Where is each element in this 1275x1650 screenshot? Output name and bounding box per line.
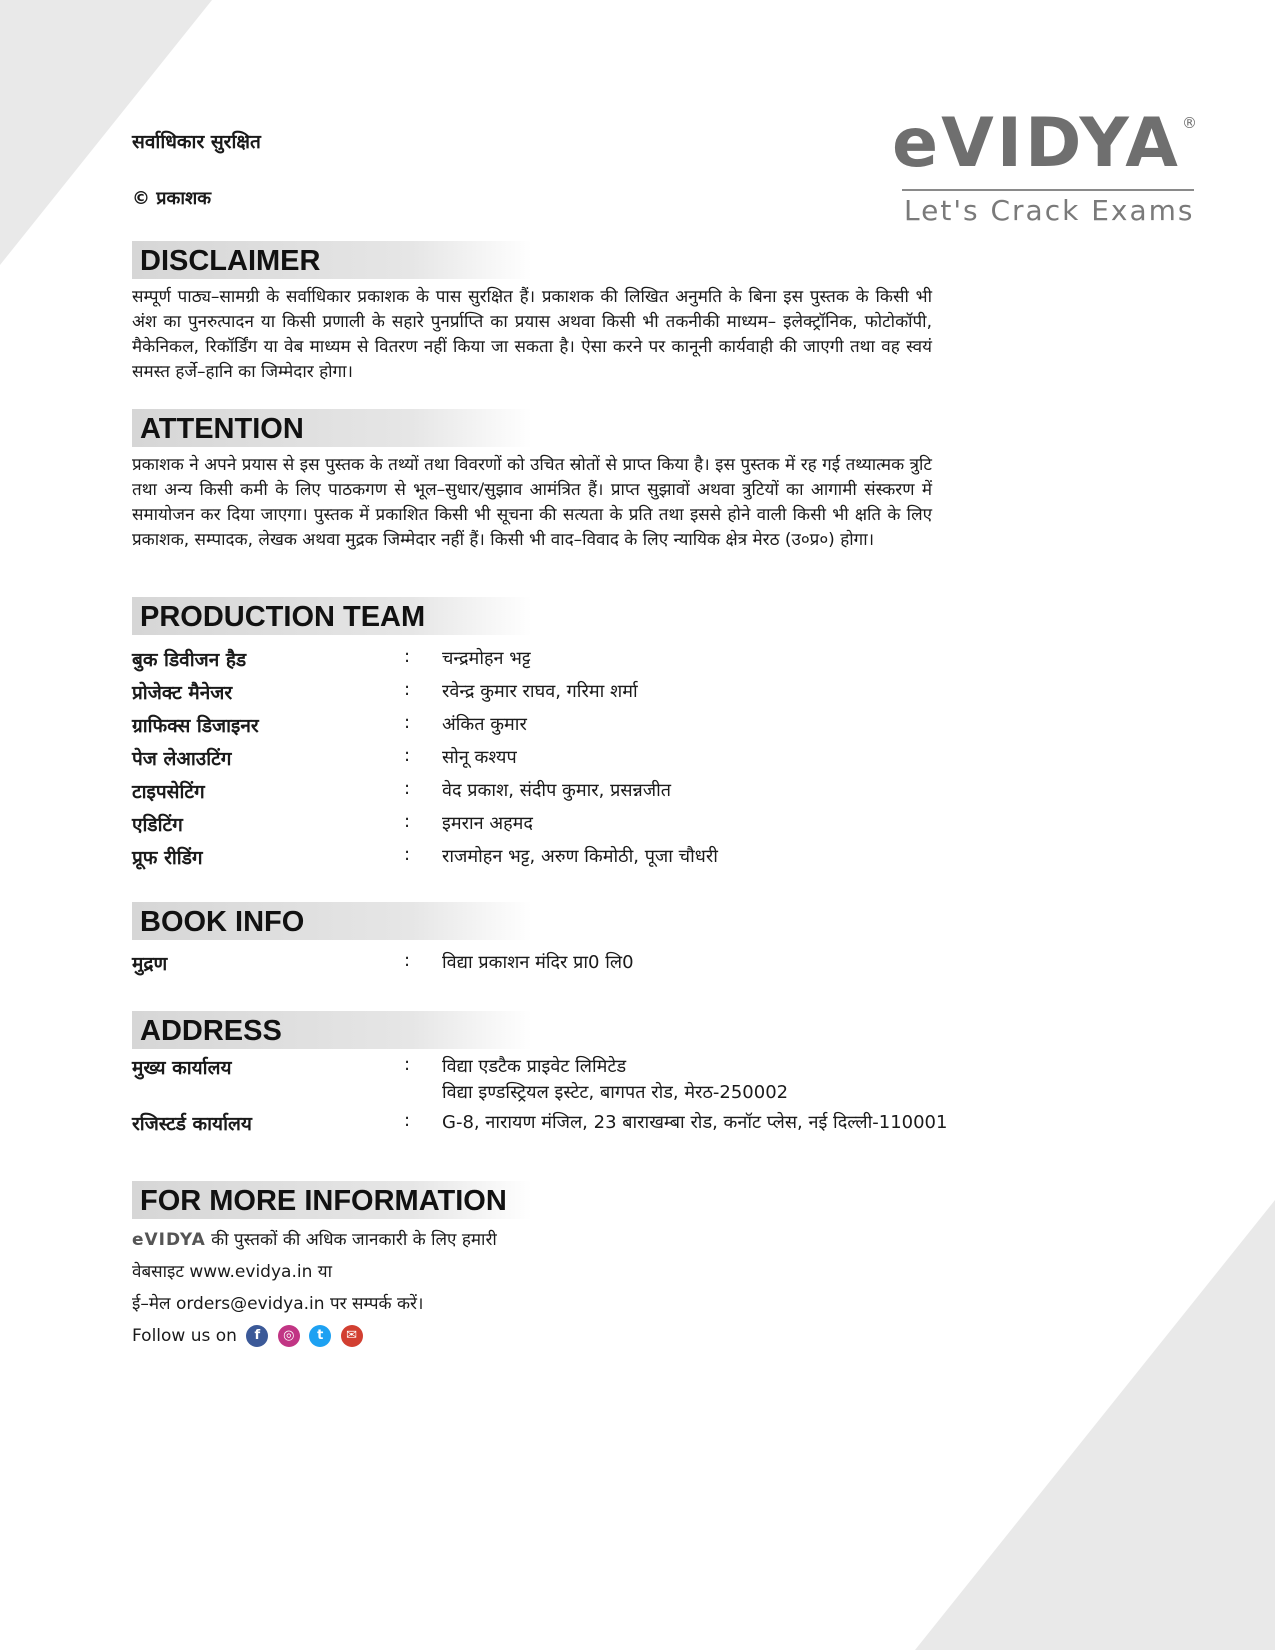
production-team-list — [132, 646, 1012, 877]
team-role: पेज लेआउटिंग — [132, 748, 232, 770]
logo-tagline: Let's Crack Exams — [904, 194, 1195, 227]
logo-wordmark: eVIDYA — [892, 104, 1181, 183]
book-info-label: मुद्रण — [132, 953, 168, 975]
separator: : — [404, 745, 411, 766]
registered-mark: ® — [1182, 114, 1197, 132]
info-line-3: ई–मेल orders@evidya.in पर सम्पर्क करें। — [132, 1294, 424, 1314]
team-row — [132, 646, 1012, 679]
registered-office-label: रजिस्टर्ड कार्यालय — [132, 1113, 252, 1135]
team-row — [132, 844, 1012, 877]
team-member: इमरान अहमद — [442, 813, 533, 834]
separator: : — [404, 778, 411, 799]
registered-office-row — [132, 1110, 1012, 1143]
separator: : — [404, 1110, 411, 1131]
book-info-heading: BOOK INFO — [132, 902, 532, 940]
more-info-heading: FOR MORE INFORMATION — [132, 1181, 532, 1219]
disclaimer-heading: DISCLAIMER — [132, 241, 532, 279]
more-info-block — [132, 1224, 497, 1352]
separator: : — [404, 679, 411, 700]
team-role: टाइपसेटिंग — [132, 781, 205, 803]
separator: : — [404, 646, 411, 667]
instagram-icon[interactable]: ◎ — [278, 1325, 300, 1347]
team-row — [132, 712, 1012, 745]
team-role: प्रोजेक्ट मैनेजर — [132, 682, 233, 704]
team-row — [132, 745, 1012, 778]
book-info-list — [132, 950, 1012, 983]
facebook-icon[interactable]: f — [246, 1325, 268, 1347]
twitter-icon[interactable]: t — [309, 1325, 331, 1347]
separator: : — [404, 811, 411, 832]
separator: : — [404, 1054, 411, 1075]
publisher-copyright: © प्रकाशक — [132, 188, 212, 209]
info-text-1: की पुस्तकों की अधिक जानकारी के लिए हमारी — [211, 1230, 497, 1250]
separator: : — [404, 950, 411, 971]
evidya-logo — [892, 104, 1202, 230]
head-office-line1: विद्या एडटैक प्राइवेट लिमिटेड — [442, 1056, 627, 1077]
team-role: एडिटिंग — [132, 814, 183, 836]
corner-triangle-bottom-right — [915, 1200, 1275, 1650]
info-line-1 — [132, 1224, 497, 1256]
separator: : — [404, 712, 411, 733]
team-row — [132, 778, 1012, 811]
logo-divider — [902, 189, 1194, 191]
team-member: राजमोहन भट्ट, अरुण किमोठी, पूजा चौधरी — [442, 846, 718, 867]
head-office-row — [132, 1054, 1012, 1110]
address-heading: ADDRESS — [132, 1011, 532, 1049]
team-role: ग्राफिक्स डिजाइनर — [132, 715, 259, 737]
team-member: वेद प्रकाश, संदीप कुमार, प्रसन्नजीत — [442, 780, 672, 801]
attention-text: प्रकाशक ने अपने प्रयास से इस पुस्तक के तथ्यों तथा विवरणों को उचित स्रोतों से प्राप्त किया है। इस पुस्तक में रह गई तथ्यात्मक त्रुटि तथा अन्य किसी कमी के लिए पाठकगण से भूल–सुधार/सुझाव आमंत्रित हैं। प्राप्त सुझावों अथवा त्रुटियों का आगामी संस्करण में समायोजन कर दिया जाएगा। पुस्तक में प्रकाशित किसी भी सूचना की सत्यता के प्रति तथा इससे होने वाली किसी भी क्षति के लिए प्रकाशक, सम्पादक, लेखक अथवा मुद्रक जिम्मेदार नहीं हैं। किसी भी वाद–विवाद के लिए न्यायिक क्षेत्र मेरठ (उ०प्र०) होगा। — [132, 455, 932, 550]
book-info-value: विद्या प्रकाशन मंदिर प्रा0 लि0 — [442, 952, 634, 973]
production-team-heading: PRODUCTION TEAM — [132, 597, 532, 635]
head-office-label: मुख्य कार्यालय — [132, 1057, 232, 1079]
team-member: रवेन्द्र कुमार राघव, गरिमा शर्मा — [442, 681, 638, 702]
address-list — [132, 1054, 1012, 1143]
rights-reserved: सर्वाधिकार सुरक्षित — [132, 131, 261, 153]
team-member: चन्द्रमोहन भट्ट — [442, 648, 531, 669]
team-member: सोनू कश्यप — [442, 747, 517, 768]
follow-us-label: Follow us on — [132, 1326, 237, 1346]
team-role: बुक डिवीजन हैड — [132, 649, 247, 671]
registered-office-address: G-8, नारायण मंजिल, 23 बाराखम्बा रोड, कनॉट प्लेस, नई दिल्ली-110001 — [442, 1112, 948, 1133]
attention-heading: ATTENTION — [132, 409, 532, 447]
email-icon[interactable]: ✉ — [341, 1325, 363, 1347]
team-row — [132, 679, 1012, 712]
team-member: अंकित कुमार — [442, 714, 527, 735]
team-row — [132, 811, 1012, 844]
evidya-mini-logo: eVIDYA — [132, 1230, 206, 1250]
follow-us-line — [132, 1320, 497, 1352]
team-role: प्रूफ रीडिंग — [132, 847, 203, 869]
info-line-2: वेबसाइट www.evidya.in या — [132, 1262, 333, 1282]
disclaimer-text: सम्पूर्ण पाठ्य–सामग्री के सर्वाधिकार प्रकाशक के पास सुरक्षित हैं। प्रकाशक की लिखित अनुमति के बिना इस पुस्तक के किसी भी अंश का पुनरुत्पादन या किसी प्रणाली के सहारे पुनर्प्राप्ति का प्रयास अथवा किसी भी तकनीकी माध्यम– इलेक्ट्रॉनिक, फोटोकॉपी, मैकेनिकल, रिकॉर्डिंग या वेब माध्यम से वितरण नहीं किया जा सकता है। ऐसा करने पर कानूनी कार्यवाही की जाएगी तथा वह स्वयं समस्त हर्जे–हानि का जिम्मेदार होगा। — [132, 287, 932, 382]
separator: : — [404, 844, 411, 865]
head-office-line2: विद्या इण्डस्ट्रियल इस्टेट, बागपत रोड, मेरठ-250002 — [442, 1082, 789, 1103]
book-info-row — [132, 950, 1012, 983]
